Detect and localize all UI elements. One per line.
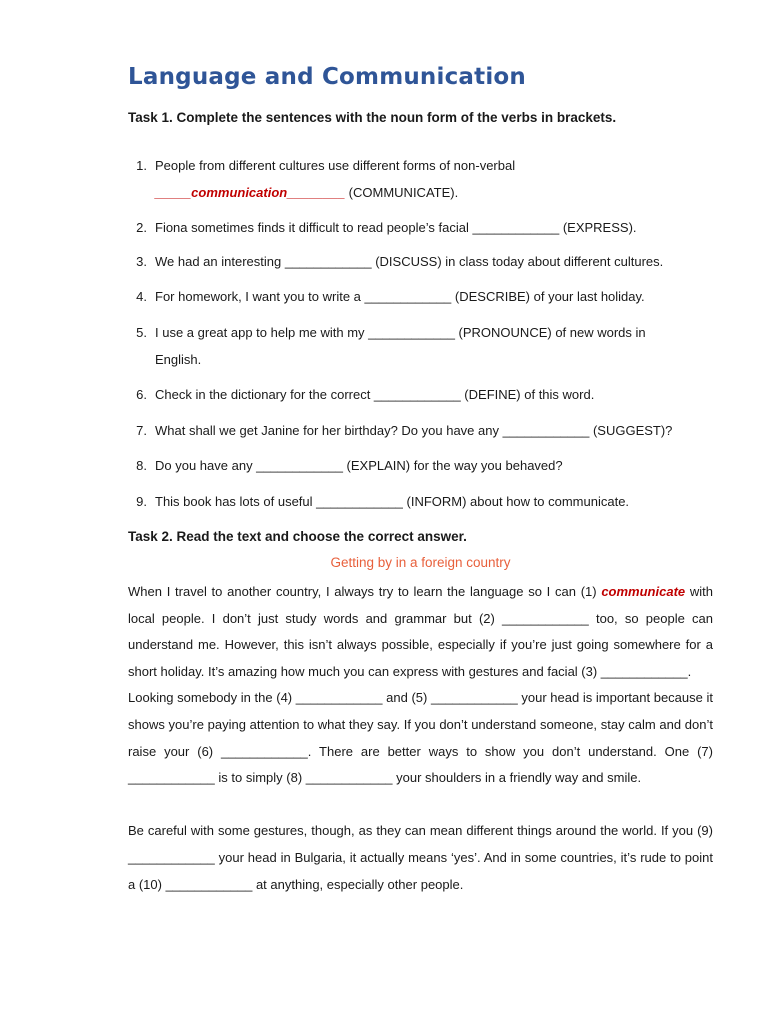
sentence-text: What shall we get Janine for her birthday? Do you have any ____________ (SUGGEST)?	[155, 423, 673, 438]
sentence-text	[155, 152, 695, 206]
sentence-text: This book has lots of useful ____________ (INFORM) about how to communicate.	[155, 494, 630, 509]
sentence-text: We had an interesting ____________ (DISCUSS) in class today about different cultures.	[155, 254, 664, 269]
sentence-before: People from different cultures use different forms of non-verbal	[155, 158, 516, 173]
sentence-text: Check in the dictionary for the correct ____________ (DEFINE) of this word.	[155, 387, 595, 402]
item-number: 6.	[136, 387, 147, 402]
list-item	[128, 248, 713, 275]
list-item	[128, 381, 713, 408]
sentence-text: Do you have any ____________ (EXPLAIN) for the way you behaved?	[155, 458, 563, 473]
reading-passage	[128, 579, 713, 898]
passage-paragraph-2: Looking somebody in the (4) ____________ and (5) ____________ your head is important because it shows you’re paying attention to what they say. If you don’t understand someone, stay calm and don’t raise your (6) ____________. There are better ways to show you don’t understand. One (7) ____________ is to simply (8) ____________ your shoulders in a friendly way and smile.	[128, 690, 713, 786]
item-number: 8.	[136, 458, 147, 473]
list-item	[128, 214, 713, 241]
item-number: 9.	[136, 494, 147, 509]
list-item	[128, 319, 713, 373]
example-answer: _____communication________	[155, 185, 346, 200]
example-answer: communicate	[601, 584, 686, 599]
sentence-text: I use a great app to help me with my ____________ (PRONOUNCE) of new words in English.	[155, 325, 646, 367]
passage-paragraph-3: Be careful with some gestures, though, as they can mean different things around the world. If you (9) ____________ your head in Bulgaria, it actually means ‘yes’. And in some countries, it’s rude to point a (10) ____________ at anything, especially other people.	[128, 823, 713, 892]
task1-heading: Task 1. Complete the sentences with the noun form of the verbs in brackets.	[128, 110, 617, 125]
item-number: 3.	[136, 254, 147, 269]
list-item	[128, 417, 713, 444]
item-number: 5.	[136, 325, 147, 340]
task2-heading: Task 2. Read the text and choose the correct answer.	[128, 529, 467, 544]
list-item	[128, 488, 713, 515]
item-number: 2.	[136, 220, 147, 235]
list-item	[128, 283, 713, 310]
sentence-text: Fiona sometimes finds it difficult to read people’s facial ____________ (EXPRESS).	[155, 220, 637, 235]
list-item	[128, 152, 713, 206]
list-item	[128, 452, 713, 479]
page-title: Language and Communication	[128, 64, 526, 90]
item-number: 4.	[136, 289, 147, 304]
sentence-text: For homework, I want you to write a ____________ (DESCRIBE) of your last holiday.	[155, 289, 645, 304]
item-number: 7.	[136, 423, 147, 438]
passage-paragraph-1	[128, 579, 713, 685]
item-number: 1.	[136, 158, 147, 173]
sentence-after: (COMMUNICATE).	[345, 185, 459, 200]
paragraph-1-start: When I travel to another country, I always try to learn the language so I can (1)	[128, 584, 602, 599]
paragraph-1-rest: with local people. I don’t just study words and grammar but (2) ____________ too, so people can understand me. However, this isn’t always possible, especially if you’re just going somewhere for a short holiday. It’s amazing how much you can express with gestures and facial (3) ____________.	[128, 584, 713, 679]
passage-title: Getting by in a foreign country	[330, 555, 511, 570]
